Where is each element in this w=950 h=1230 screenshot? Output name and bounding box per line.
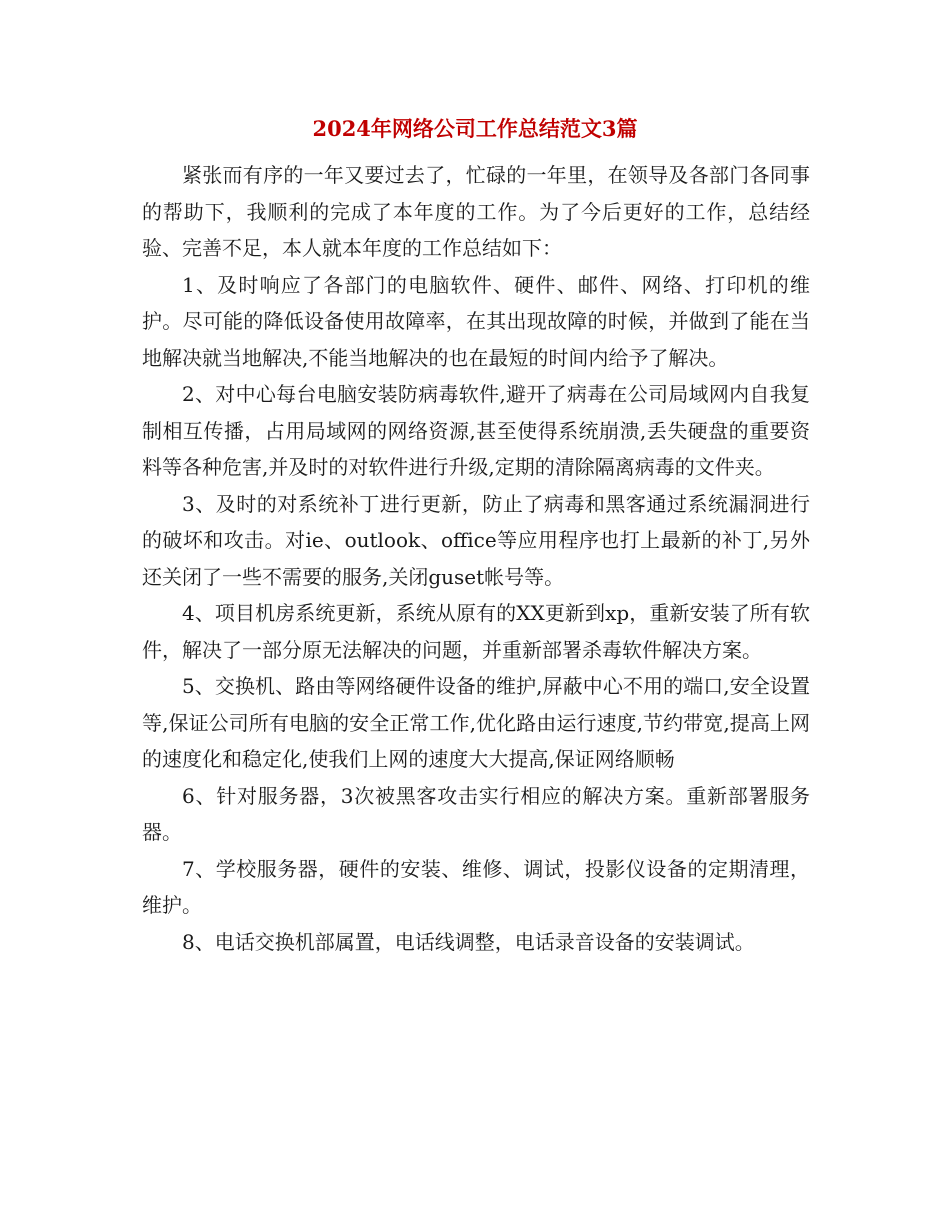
item-paragraph-1: 1、及时响应了各部门的电脑软件、硬件、邮件、网络、打印机的维护。尽可能的降低设备使用故障率，在其出现故障的时候，并做到了能在当地解决就当地解决,不能当地解决的也在最短的时间内给予了解决。 [142, 272, 810, 370]
item-paragraph-2: 2、对中心每台电脑安装防病毒软件,避开了病毒在公司局域网内自我复制相互传播，占用局域网的网络资源,甚至使得系统崩溃,丢失硬盘的重要资料等各种危害,并及时的对软件进行升级,定期的清除隔离病毒的文件夹。 [142, 382, 810, 479]
intro-paragraph: 紧张而有序的一年又要过去了，忙碌的一年里，在领导及各部门各同事的帮助下，我顺利的完成了本年度的工作。为了今后更好的工作，总结经验、完善不足，本人就本年度的工作总结如下： [142, 163, 810, 260]
document-body [142, 157, 810, 960]
item-paragraph-4: 4、项目机房系统更新，系统从原有的XX更新到xp，重新安装了所有软件，解决了一部分原无法解决的问题，并重新部署杀毒软件解决方案。 [142, 601, 810, 662]
item-paragraph-8: 8、电话交换机部属置，电话线调整，电话录音设备的安装调试。 [182, 929, 755, 954]
item-paragraph-7: 7、学校服务器，硬件的安装、维修、调试，投影仪设备的定期清理，维护。 [142, 856, 810, 917]
document-title: 2024年网络公司工作总结范文3篇 [312, 116, 638, 141]
item-paragraph-3: 3、及时的对系统补丁进行更新，防止了病毒和黑客通过系统漏洞进行的破坏和攻击。对ie、outlook、office等应用程序也打上最新的补丁,另外还关闭了一些不需要的服务,关闭guset帐号等。 [142, 491, 810, 589]
item-paragraph-6: 6、针对服务器，3次被黑客攻击实行相应的解决方案。重新部署服务器。 [142, 783, 810, 844]
item-paragraph-5: 5、交换机、路由等网络硬件设备的维护,屏蔽中心不用的端口,安全设置等,保证公司所有电脑的安全正常工作,优化路由运行速度,节约带宽,提高上网的速度化和稳定化,使我们上网的速度大大提高,保证网络顺畅 [142, 674, 810, 771]
